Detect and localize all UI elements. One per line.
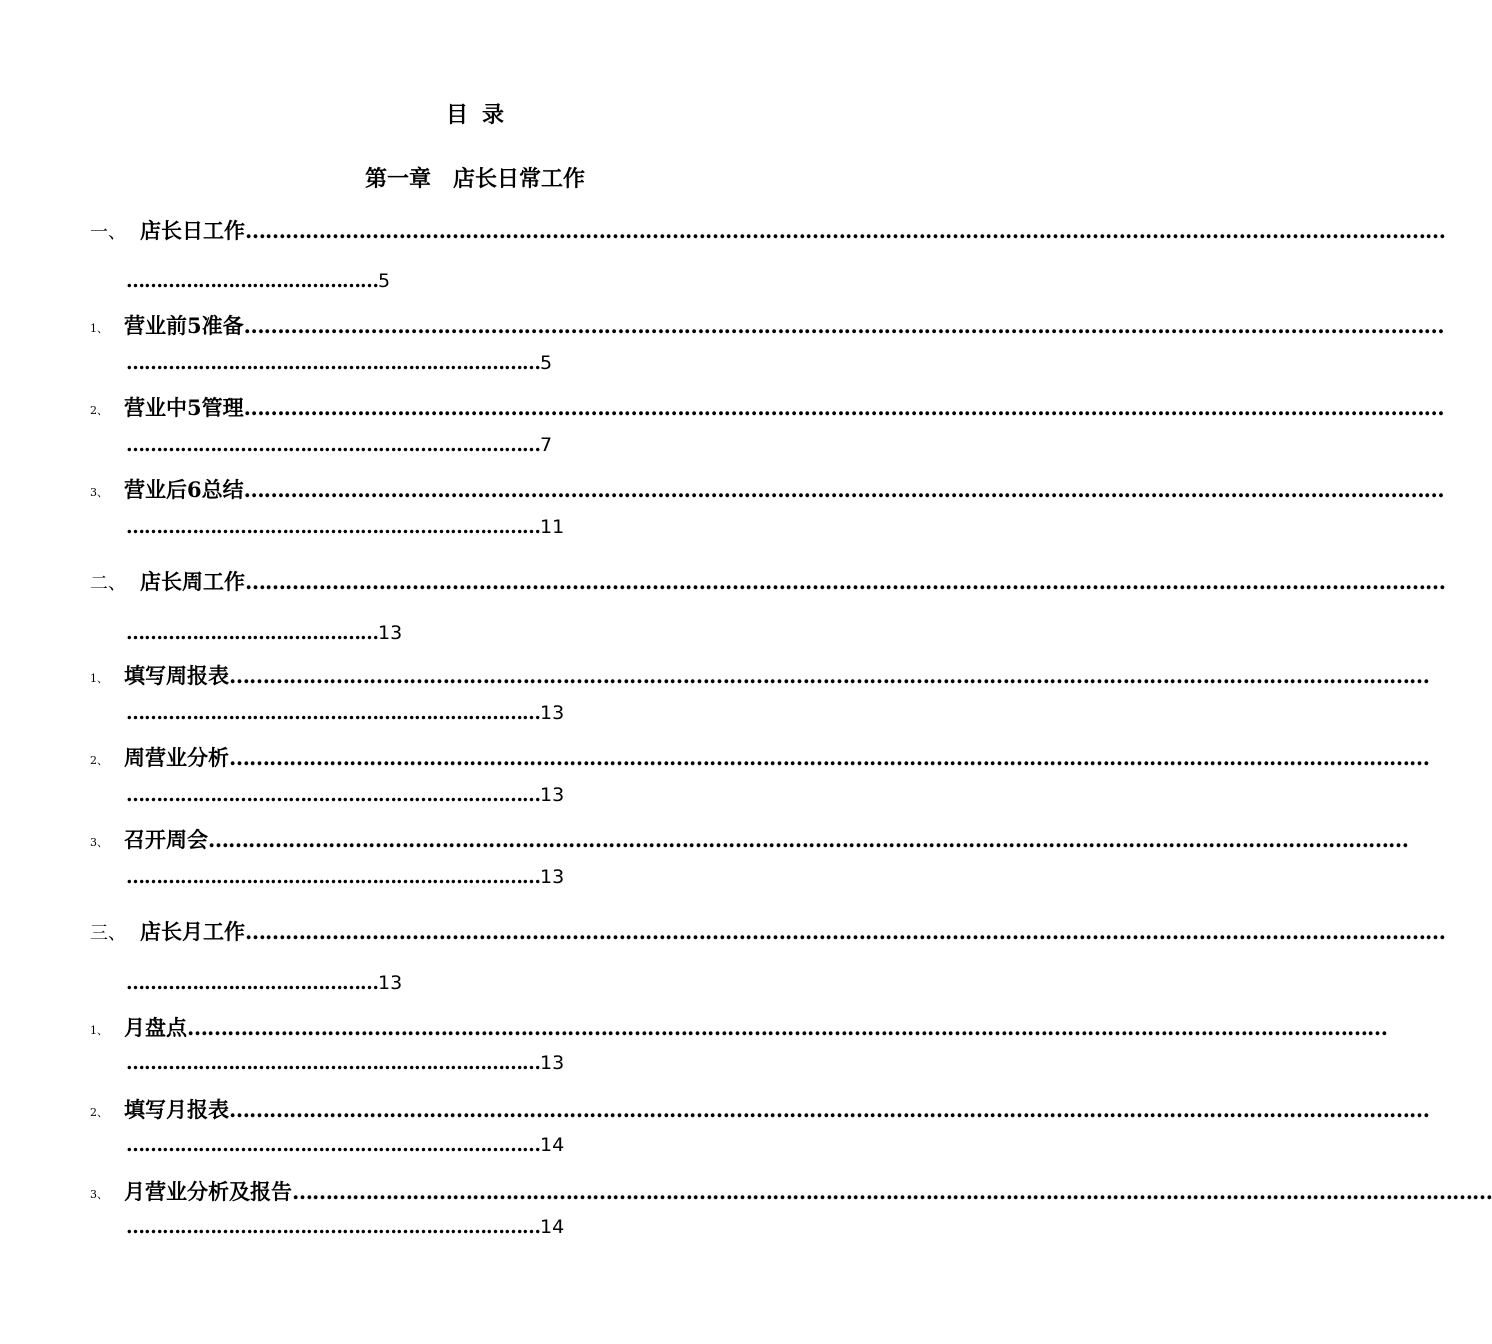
dot-leader: …………………………………… [126, 622, 378, 644]
toc-entry-marker: 二、 [90, 573, 126, 594]
toc-entry-page-number: 13 [378, 972, 403, 994]
toc-entry-title: 填写周报表 [124, 663, 229, 688]
toc-entry-title: 店长月工作 [140, 919, 245, 944]
dot-leader: …………………………………………………………… [126, 702, 540, 724]
toc-entry-page-number: 14 [540, 1134, 565, 1156]
toc-entry[interactable] [90, 215, 1445, 245]
dot-leader: …………………………………………………………… [126, 1052, 540, 1074]
toc-entry-page-number: 13 [540, 1052, 565, 1074]
toc-entry-marker: 2、 [90, 753, 108, 767]
dot-leader: …………………………………… [126, 270, 378, 292]
dot-leader: ……………………………………………………………………………………………………………………………………………………………… [245, 218, 1445, 243]
chapter-heading [0, 162, 950, 193]
toc-entry-marker: 1、 [90, 1023, 108, 1037]
dot-leader: …………………………………………………………… [126, 434, 540, 456]
toc-entry-continuation [126, 1052, 564, 1074]
dot-leader: ……………………………………………………………………………………………………………………………………………………………… [229, 663, 1429, 688]
toc-entry-page-number: 5 [378, 270, 391, 292]
toc-entry-marker: 3、 [90, 1187, 108, 1201]
toc-entry-title: 月营业分析及报告 [124, 1179, 292, 1204]
toc-entry-continuation [126, 516, 564, 538]
toc-entry-title: 月盘点 [124, 1015, 187, 1040]
toc-entry-page-number: 7 [540, 434, 553, 456]
toc-entry-title: 周营业分析 [124, 745, 229, 770]
chapter-number: 第一章 [364, 166, 431, 192]
toc-entry-title: 填写月报表 [124, 1097, 229, 1122]
toc-entry[interactable] [90, 1176, 1492, 1206]
dot-leader: ……………………………………………………………………………………………………………………………………………………………… [292, 1179, 1492, 1204]
dot-leader: ……………………………………………………………………………………………………………………………………………………………… [245, 569, 1445, 594]
dot-leader: ……………………………………………………………………………………………………………………………………………………………… [229, 1097, 1429, 1122]
toc-entry-continuation [126, 784, 564, 806]
toc-entry[interactable] [90, 1012, 1387, 1042]
dot-leader: ……………………………………………………………………………………………………………………………………………………………… [243, 477, 1444, 502]
toc-entry[interactable] [90, 916, 1445, 946]
dot-leader: ……………………………………………………………………………………………………………………………………………………………… [208, 827, 1408, 852]
toc-entry-title: 召开周会 [124, 827, 208, 852]
toc-entry-marker: 3、 [90, 485, 108, 499]
toc-entry-continuation [126, 270, 390, 292]
dot-leader: …………………………………………………………… [126, 784, 540, 806]
toc-entry[interactable] [90, 310, 1444, 340]
toc-entry[interactable] [90, 824, 1408, 854]
toc-entry-title: 店长日工作 [140, 218, 245, 243]
dot-leader: …………………………………… [126, 972, 378, 994]
toc-entry[interactable] [90, 474, 1444, 504]
toc-entry-page-number: 13 [540, 866, 565, 888]
toc-entry-continuation [126, 972, 402, 994]
toc-entry-page-number: 13 [378, 622, 403, 644]
toc-entry-page-number: 13 [540, 702, 565, 724]
dot-leader: …………………………………………………………… [126, 866, 540, 888]
dot-leader: ……………………………………………………………………………………………………………………………………………………………… [243, 395, 1444, 420]
toc-entry-marker: 2、 [90, 403, 108, 417]
toc-entry-continuation [126, 866, 564, 888]
document-title: 目录 [445, 102, 518, 128]
toc-entry-page-number: 11 [540, 516, 565, 538]
dot-leader: ……………………………………………………………………………………………………………………………………………………………… [229, 745, 1429, 770]
toc-entry-continuation [126, 434, 552, 456]
toc-entry[interactable] [90, 660, 1429, 690]
toc-entry-marker: 2、 [90, 1105, 108, 1119]
toc-entry-title: 营业前5准备 [124, 313, 244, 338]
dot-leader: ……………………………………………………………………………………………………………………………………………………………… [245, 919, 1445, 944]
toc-entry-marker: 一、 [90, 222, 126, 243]
toc-entry-continuation [126, 622, 402, 644]
toc-entry-title: 营业后6总结 [124, 477, 244, 502]
toc-entry-continuation [126, 352, 552, 374]
dot-leader: ……………………………………………………………………………………………………………………………………………………………… [243, 313, 1444, 338]
chapter-title: 店长日常工作 [453, 166, 586, 192]
toc-entry[interactable] [90, 1094, 1429, 1124]
toc-entry-page-number: 13 [540, 784, 565, 806]
toc-entry[interactable] [90, 566, 1445, 596]
toc-entry-continuation [126, 702, 564, 724]
toc-entry-page-number: 14 [540, 1216, 565, 1238]
toc-entry-page-number: 5 [540, 352, 553, 374]
dot-leader: …………………………………………………………… [126, 1216, 540, 1238]
toc-entry-continuation [126, 1216, 564, 1238]
toc-entry-title: 营业中5管理 [124, 395, 244, 420]
toc-entry-marker: 1、 [90, 321, 108, 335]
dot-leader: …………………………………………………………… [126, 1134, 540, 1156]
dot-leader: …………………………………………………………… [126, 516, 540, 538]
toc-entry-continuation [126, 1134, 564, 1156]
toc-entry-marker: 三、 [90, 923, 126, 944]
dot-leader: ……………………………………………………………………………………………………………………………………………………………… [187, 1015, 1387, 1040]
toc-entry-marker: 1、 [90, 671, 108, 685]
dot-leader: …………………………………………………………… [126, 352, 540, 374]
toc-entry[interactable] [90, 392, 1444, 422]
toc-entry[interactable] [90, 742, 1429, 772]
toc-entry-title: 店长周工作 [140, 569, 245, 594]
toc-entry-marker: 3、 [90, 835, 108, 849]
